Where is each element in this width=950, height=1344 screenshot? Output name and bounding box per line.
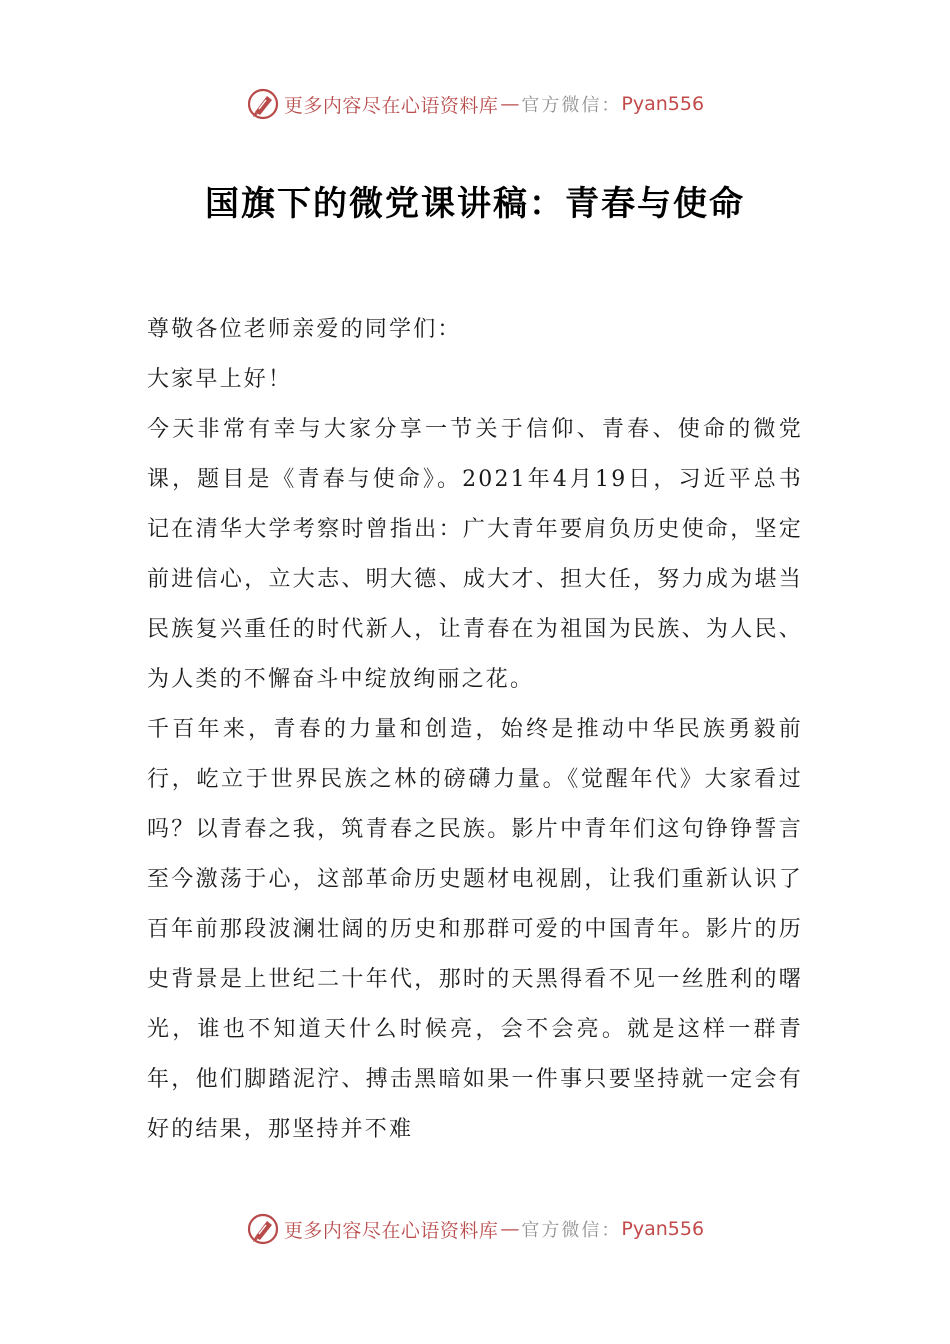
document-body xyxy=(147,305,803,1155)
banner-wechat-label: 官方微信： xyxy=(521,1220,622,1241)
banner-site-name: 更多内容尽在心语资料库 xyxy=(283,1219,499,1242)
paragraph-greeting: 大家早上好！ xyxy=(147,367,293,392)
banner-wechat-label: 官方微信： xyxy=(521,95,622,116)
banner-site-name: 更多内容尽在心语资料库 xyxy=(283,94,499,117)
paragraph-history: 千百年来，青春的力量和创造，始终是推动中华民族勇毅前行，屹立于世界民族之林的磅礴力量。《觉醒年代》大家看过吗？以青春之我，筑青春之民族。影片中青年们这句铮铮誓言至今激荡于心，这部革命历史题材电视剧，让我们重新认识了百年前那段波澜壮阔的历史和那群可爱的中国青年。影片的历史背景是上世纪二十年代，那时的天黑得看不见一丝胜利的曙光，谁也不知道天什么时候亮，会不会亮。就是这样一群青年，他们脚踏泥泞、搏击黑暗如果一件事只要坚持就一定会有好的结果，那坚持并不难 xyxy=(147,717,803,1142)
banner-separator: — xyxy=(500,93,520,115)
pen-nib-icon xyxy=(246,87,280,121)
paragraph-salutation: 尊敬各位老师亲爱的同学们： xyxy=(147,317,462,342)
banner-wechat-id: Pyan556 xyxy=(621,1218,705,1240)
banner-separator: — xyxy=(500,1218,520,1240)
header-banner[interactable] xyxy=(0,84,950,124)
page-title: 国旗下的微党课讲稿：青春与使命 xyxy=(205,184,745,224)
banner-wechat-id: Pyan556 xyxy=(621,93,705,115)
paragraph-intro: 今天非常有幸与大家分享一节关于信仰、青春、使命的微党课，题目是《青春与使命》。2021年4月19日，习近平总书记在清华大学考察时曾指出：广大青年要肩负历史使命，坚定前进信心，立大志、明大德、成大才、担大任，努力成为堪当民族复兴重任的时代新人，让青春在为祖国为民族、为人民、为人类的不懈奋斗中绽放绚丽之花。 xyxy=(147,417,803,692)
footer-banner[interactable] xyxy=(0,1209,950,1249)
pen-nib-icon xyxy=(246,1212,280,1246)
